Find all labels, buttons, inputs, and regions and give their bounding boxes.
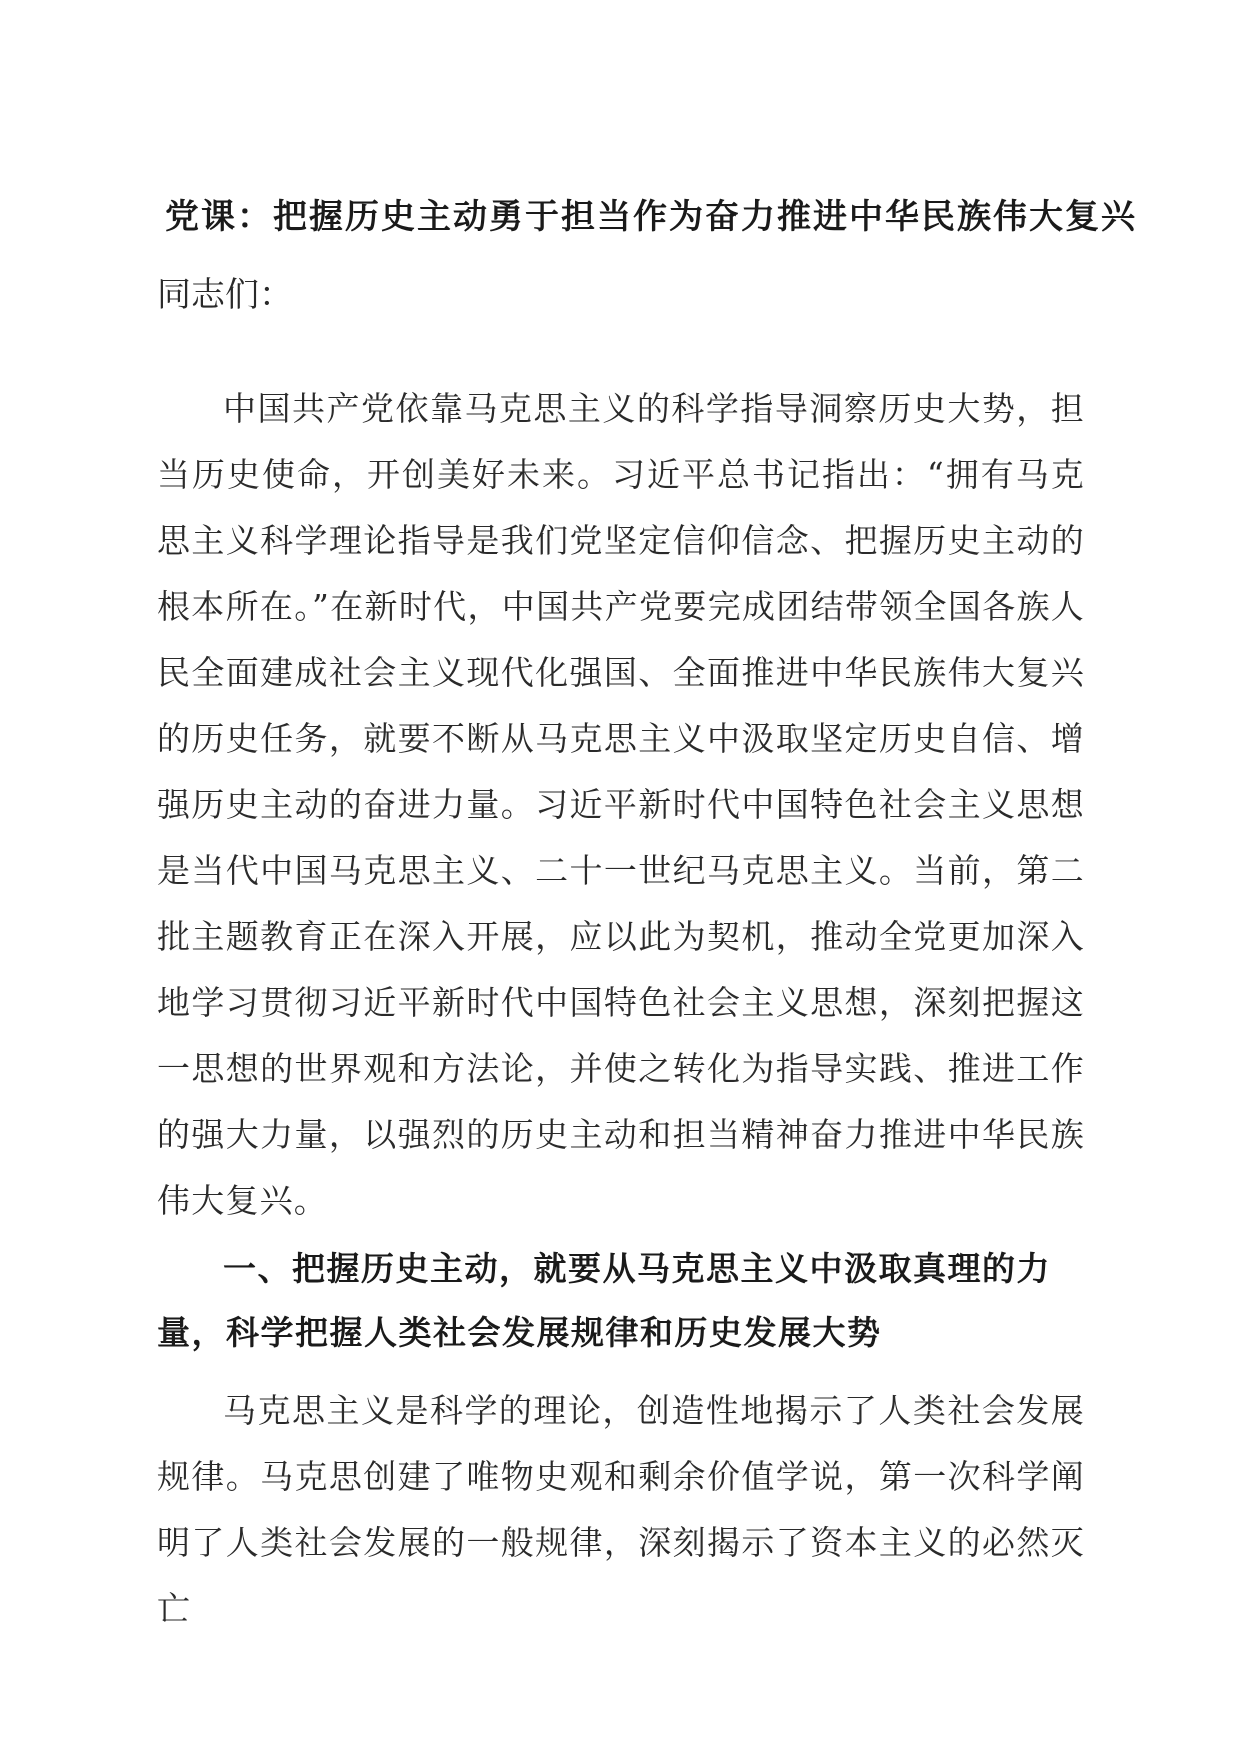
intro-paragraph: 中国共产党依靠马克思主义的科学指导洞察历史大势，担当历史使命，开创美好未来。习近平总书记指出：“拥有马克思主义科学理论指导是我们党坚定信仰信念、把握历史主动的根本所在。”在新时代，中国共产党要完成团结带领全国各族人民全面建成社会主义现代化强国、全面推进中华民族伟大复兴的历史任务，就要不断从马克思主义中汲取坚定历史自信、增强历史主动的奋进力量。习近平新时代中国特色社会主义思想是当代中国马克思主义、二十一世纪马克思主义。当前，第二批主题教育正在深入开展，应以此为契机，推动全党更加深入地学习贯彻习近平新时代中国特色社会主义思想，深刻把握这一思想的世界观和方法论，并使之转化为指导实践、推进工作的强大力量，以强烈的历史主动和担当精神奋力推进中华民族伟大复兴。 xyxy=(157,389,1085,1220)
section-heading-1: 一、把握历史主动，就要从马克思主义中汲取真理的力量，科学把握人类社会发展规律和历史发展大势 xyxy=(157,1249,1051,1352)
section-1-paragraph: 马克思主义是科学的理论，创造性地揭示了人类社会发展规律。马克思创建了唯物史观和剩余价值学说，第一次科学阐明了人类社会发展的一般规律，深刻揭示了资本主义的必然灭亡 xyxy=(157,1391,1085,1628)
document-title: 党课：把握历史主动勇于担当作为奋力推进中华民族伟大复兴 xyxy=(165,197,1137,237)
salutation: 同志们： xyxy=(157,275,293,315)
